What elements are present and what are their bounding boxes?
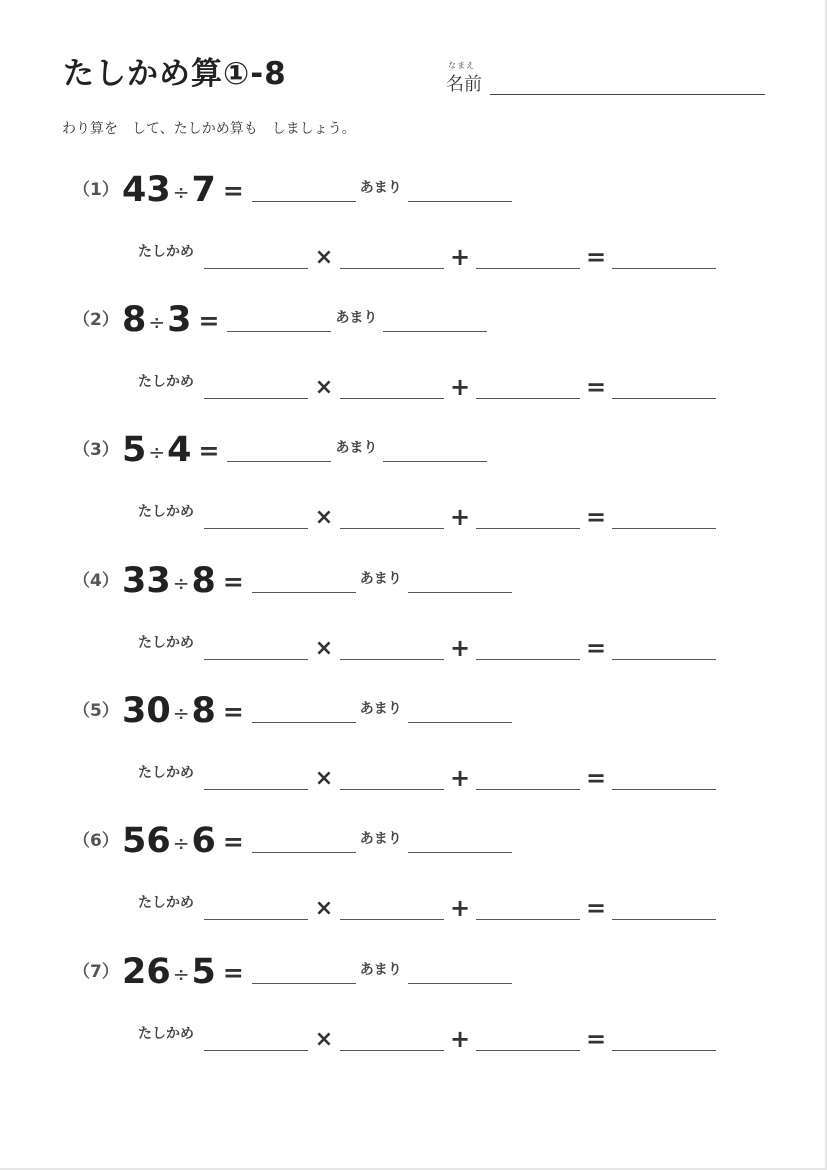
divisor: 5 [191,952,216,992]
divisor: 6 [191,821,216,861]
divisor: 7 [191,170,216,210]
remainder-blank[interactable] [408,961,512,984]
remainder-label: あまり [335,310,378,326]
check-equals-sign: = [585,1025,607,1053]
check-equals-sign: = [585,894,607,922]
check-quotient-blank[interactable] [340,506,444,529]
equals-sign: = [198,435,220,465]
problem-number: （6） [73,831,119,851]
times-sign: × [314,635,334,661]
check-label: たしかめ [138,895,194,911]
check-remainder-blank[interactable] [476,376,580,399]
check-result-blank[interactable] [612,767,716,790]
check-quotient-blank[interactable] [340,376,444,399]
times-sign: × [314,504,334,530]
remainder-blank[interactable] [408,700,512,723]
remainder-label: あまり [359,701,402,717]
check-divisor-blank[interactable] [204,506,308,529]
plus-sign: + [449,764,471,792]
plus-sign: + [449,243,471,271]
quotient-blank[interactable] [227,439,331,462]
division-equation [122,430,487,470]
division-equation [122,170,512,210]
plus-sign: + [449,373,471,401]
check-result-blank[interactable] [612,246,716,269]
check-equation [138,239,716,275]
quotient-blank[interactable] [252,830,356,853]
remainder-blank[interactable] [408,179,512,202]
check-remainder-blank[interactable] [476,637,580,660]
check-label: たしかめ [138,1026,194,1042]
problem-6 [0,821,827,941]
worksheet-title: たしかめ算①-8 [63,56,287,92]
check-divisor-blank[interactable] [204,376,308,399]
check-equals-sign: = [585,503,607,531]
equals-sign: = [222,957,244,987]
plus-sign: + [449,503,471,531]
dividend: 8 [122,300,147,340]
check-equation [138,499,716,535]
problem-number: （7） [73,962,119,982]
problem-4 [0,561,827,681]
remainder-blank[interactable] [408,830,512,853]
divide-sign: ÷ [172,962,190,986]
division-equation [122,952,512,992]
problem-2 [0,300,827,420]
check-quotient-blank[interactable] [340,246,444,269]
times-sign: × [314,895,334,921]
check-equation [138,1021,716,1057]
divide-sign: ÷ [172,831,190,855]
check-label: たしかめ [138,765,194,781]
equals-sign: = [222,566,244,596]
check-divisor-blank[interactable] [204,767,308,790]
check-divisor-blank[interactable] [204,246,308,269]
check-label: たしかめ [138,504,194,520]
equals-sign: = [198,305,220,335]
divide-sign: ÷ [172,701,190,725]
check-quotient-blank[interactable] [340,767,444,790]
check-result-blank[interactable] [612,506,716,529]
division-equation [122,691,512,731]
divisor: 8 [191,691,216,731]
remainder-blank[interactable] [383,309,487,332]
check-result-blank[interactable] [612,637,716,660]
name-input-line[interactable] [490,94,765,95]
remainder-blank[interactable] [383,439,487,462]
division-equation [122,821,512,861]
instruction-text: わり算を して、たしかめ算も しましょう。 [62,121,356,137]
divide-sign: ÷ [172,180,190,204]
check-remainder-blank[interactable] [476,1028,580,1051]
dividend: 56 [122,821,171,861]
check-equation [138,369,716,405]
check-result-blank[interactable] [612,897,716,920]
remainder-label: あまり [359,962,402,978]
problem-1 [0,170,827,290]
check-equals-sign: = [585,373,607,401]
dividend: 5 [122,430,147,470]
quotient-blank[interactable] [252,179,356,202]
name-field [446,60,766,96]
remainder-label: あまり [359,571,402,587]
check-quotient-blank[interactable] [340,1028,444,1051]
name-ruby: なまえ [448,61,475,70]
check-equals-sign: = [585,634,607,662]
problem-3 [0,430,827,550]
plus-sign: + [449,894,471,922]
dividend: 26 [122,952,171,992]
divide-sign: ÷ [172,571,190,595]
equals-sign: = [222,696,244,726]
check-divisor-blank[interactable] [204,1028,308,1051]
divisor: 4 [167,430,192,470]
check-equation [138,630,716,666]
check-divisor-blank[interactable] [204,637,308,660]
quotient-blank[interactable] [252,961,356,984]
plus-sign: + [449,1025,471,1053]
remainder-label: あまり [335,440,378,456]
problem-5 [0,691,827,811]
problem-7 [0,952,827,1072]
problem-number: （1） [73,180,119,200]
check-equation [138,760,716,796]
divide-sign: ÷ [148,440,166,464]
remainder-label: あまり [359,831,402,847]
equals-sign: = [222,175,244,205]
times-sign: × [314,244,334,270]
quotient-blank[interactable] [227,309,331,332]
dividend: 30 [122,691,171,731]
problem-number: （2） [73,310,119,330]
times-sign: × [314,374,334,400]
check-equals-sign: = [585,243,607,271]
divisor: 3 [167,300,192,340]
dividend: 33 [122,561,171,601]
remainder-blank[interactable] [408,570,512,593]
plus-sign: + [449,634,471,662]
check-label: たしかめ [138,635,194,651]
check-label: たしかめ [138,374,194,390]
quotient-blank[interactable] [252,700,356,723]
quotient-blank[interactable] [252,570,356,593]
times-sign: × [314,1026,334,1052]
dividend: 43 [122,170,171,210]
check-remainder-blank[interactable] [476,246,580,269]
check-label: たしかめ [138,244,194,260]
name-label: 名前 [446,74,482,95]
remainder-label: あまり [359,180,402,196]
check-equals-sign: = [585,764,607,792]
check-quotient-blank[interactable] [340,897,444,920]
equals-sign: = [222,826,244,856]
times-sign: × [314,765,334,791]
check-result-blank[interactable] [612,1028,716,1051]
problem-number: （4） [73,571,119,591]
divisor: 8 [191,561,216,601]
check-divisor-blank[interactable] [204,897,308,920]
divide-sign: ÷ [148,310,166,334]
problem-number: （3） [73,440,119,460]
check-remainder-blank[interactable] [476,897,580,920]
check-remainder-blank[interactable] [476,767,580,790]
check-remainder-blank[interactable] [476,506,580,529]
problem-number: （5） [73,701,119,721]
division-equation [122,561,512,601]
division-equation [122,300,487,340]
check-equation [138,890,716,926]
check-quotient-blank[interactable] [340,637,444,660]
check-result-blank[interactable] [612,376,716,399]
